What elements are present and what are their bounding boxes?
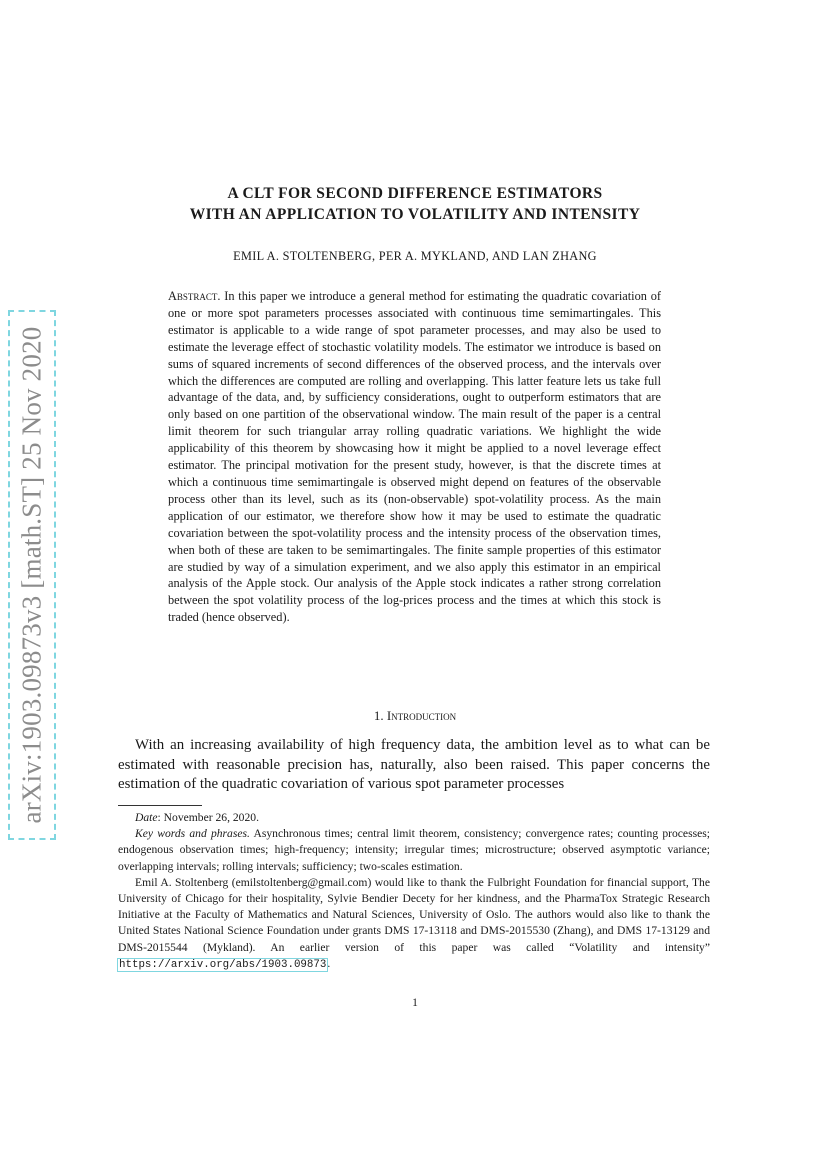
page-number: 1: [412, 996, 418, 1009]
footnote-date: [118, 810, 710, 826]
ack-suffix: .: [327, 956, 331, 970]
footnote-acknowledgements: [118, 875, 710, 973]
abstract-label: Abstract.: [168, 289, 221, 303]
abstract: [168, 288, 661, 626]
paper-title: [120, 183, 710, 225]
arxiv-identifier: arXiv:1903.09873v3 [math.ST] 25 Nov 2020: [16, 326, 47, 824]
title-line-2: WITH AN APPLICATION TO VOLATILITY AND INTENSITY: [189, 206, 641, 223]
footnote-keywords: [118, 826, 710, 875]
keywords-text: Asynchronous times; central limit theorem, consistency; convergence rates; counting processes; endogenous observation times; high-frequency; intensity; irregular times; microstructure; observed asymptotic variance; overlapping intervals; rolling intervals; sufficiency; two-scales estimation.: [118, 827, 710, 873]
section-number: 1.: [373, 708, 384, 723]
arxiv-stamp: [8, 310, 56, 840]
author-list: EMIL A. STOLTENBERG, PER A. MYKLAND, AND LAN ZHANG: [233, 249, 597, 263]
footnote-rule: [118, 805, 202, 806]
section-heading: [120, 708, 710, 724]
keywords-label: Key words and phrases.: [135, 827, 250, 841]
abstract-text: In this paper we introduce a general method for estimating the quadratic covariation of one or more spot parameters processes associated with continuous time semimartingales. This estimator is applicable to a wide range of spot parameter processes, and may also be used to estimate the leverage effect of stochastic volatility models. The estimator we introduce is based on sums of squared increments of second differences of the observed process, and the intervals over which the differences are computed are rolling and overlapping. This latter feature lets us take full advantage of the data, and, by sufficiency considerations, ought to outperform estimators that are only based on one partition of the observational window. The main result of the paper is a central limit theorem for such triangular array rolling quadratic variations. We highlight the wide applicability of this theorem by showcasing how it might be applied to a novel leverage effect estimator. The principal motivation for the present study, however, is that the discrete times at which a continuous time semimartingale is observed might depend on features of the observable process other than its level, such as its (non-observable) spot-volatility process. As the main application of our estimator, we therefore show how it may be used to estimate the quadratic covariation between the spot-volatility process and the intensity process of the observation times, when both of these are taken to be semimartingales. The finite sample properties of this estimator are studied by way of a simulation experiment, and we also apply this estimator in an empirical analysis of the Apple stock. Our analysis of the Apple stock indicates a rather strong correlation between the spot volatility process of the log-prices process and the times at which this stock is traded (hence observed).: [168, 289, 661, 625]
section-title: Introduction: [386, 708, 457, 723]
date-label: Date: [135, 811, 158, 824]
footnotes: [118, 810, 710, 973]
date-value: : November 26, 2020.: [157, 811, 259, 824]
arxiv-link[interactable]: https://arxiv.org/abs/1903.09873: [119, 958, 327, 971]
ack-text: Emil A. Stoltenberg (emilstoltenberg@gmail.com) would like to thank the Fulbright Foundation for financial support, The University of Chicago for their hospitality, Sylvie Bendier Decety for her kindness, and the PharmaTox Strategic Research Initiative at the Faculty of Mathematics and Natural Sciences, University of Oslo. The authors would also like to thank the United States National Science Foundation under grants DMS 17-13118 and DMS-2015530 (Zhang), and DMS 17-13129 and DMS-2015544 (Mykland). An earlier version of this paper was called “Volatility and intensity”: [118, 875, 710, 954]
intro-paragraph: With an increasing availability of high frequency data, the ambition level as to what can be estimated with reasonable precision has, naturally, also been raised. This paper concerns the estimation of the quadratic covariation of various spot parameter processes: [118, 737, 710, 793]
title-line-1: A CLT FOR SECOND DIFFERENCE ESTIMATORS: [227, 185, 603, 202]
